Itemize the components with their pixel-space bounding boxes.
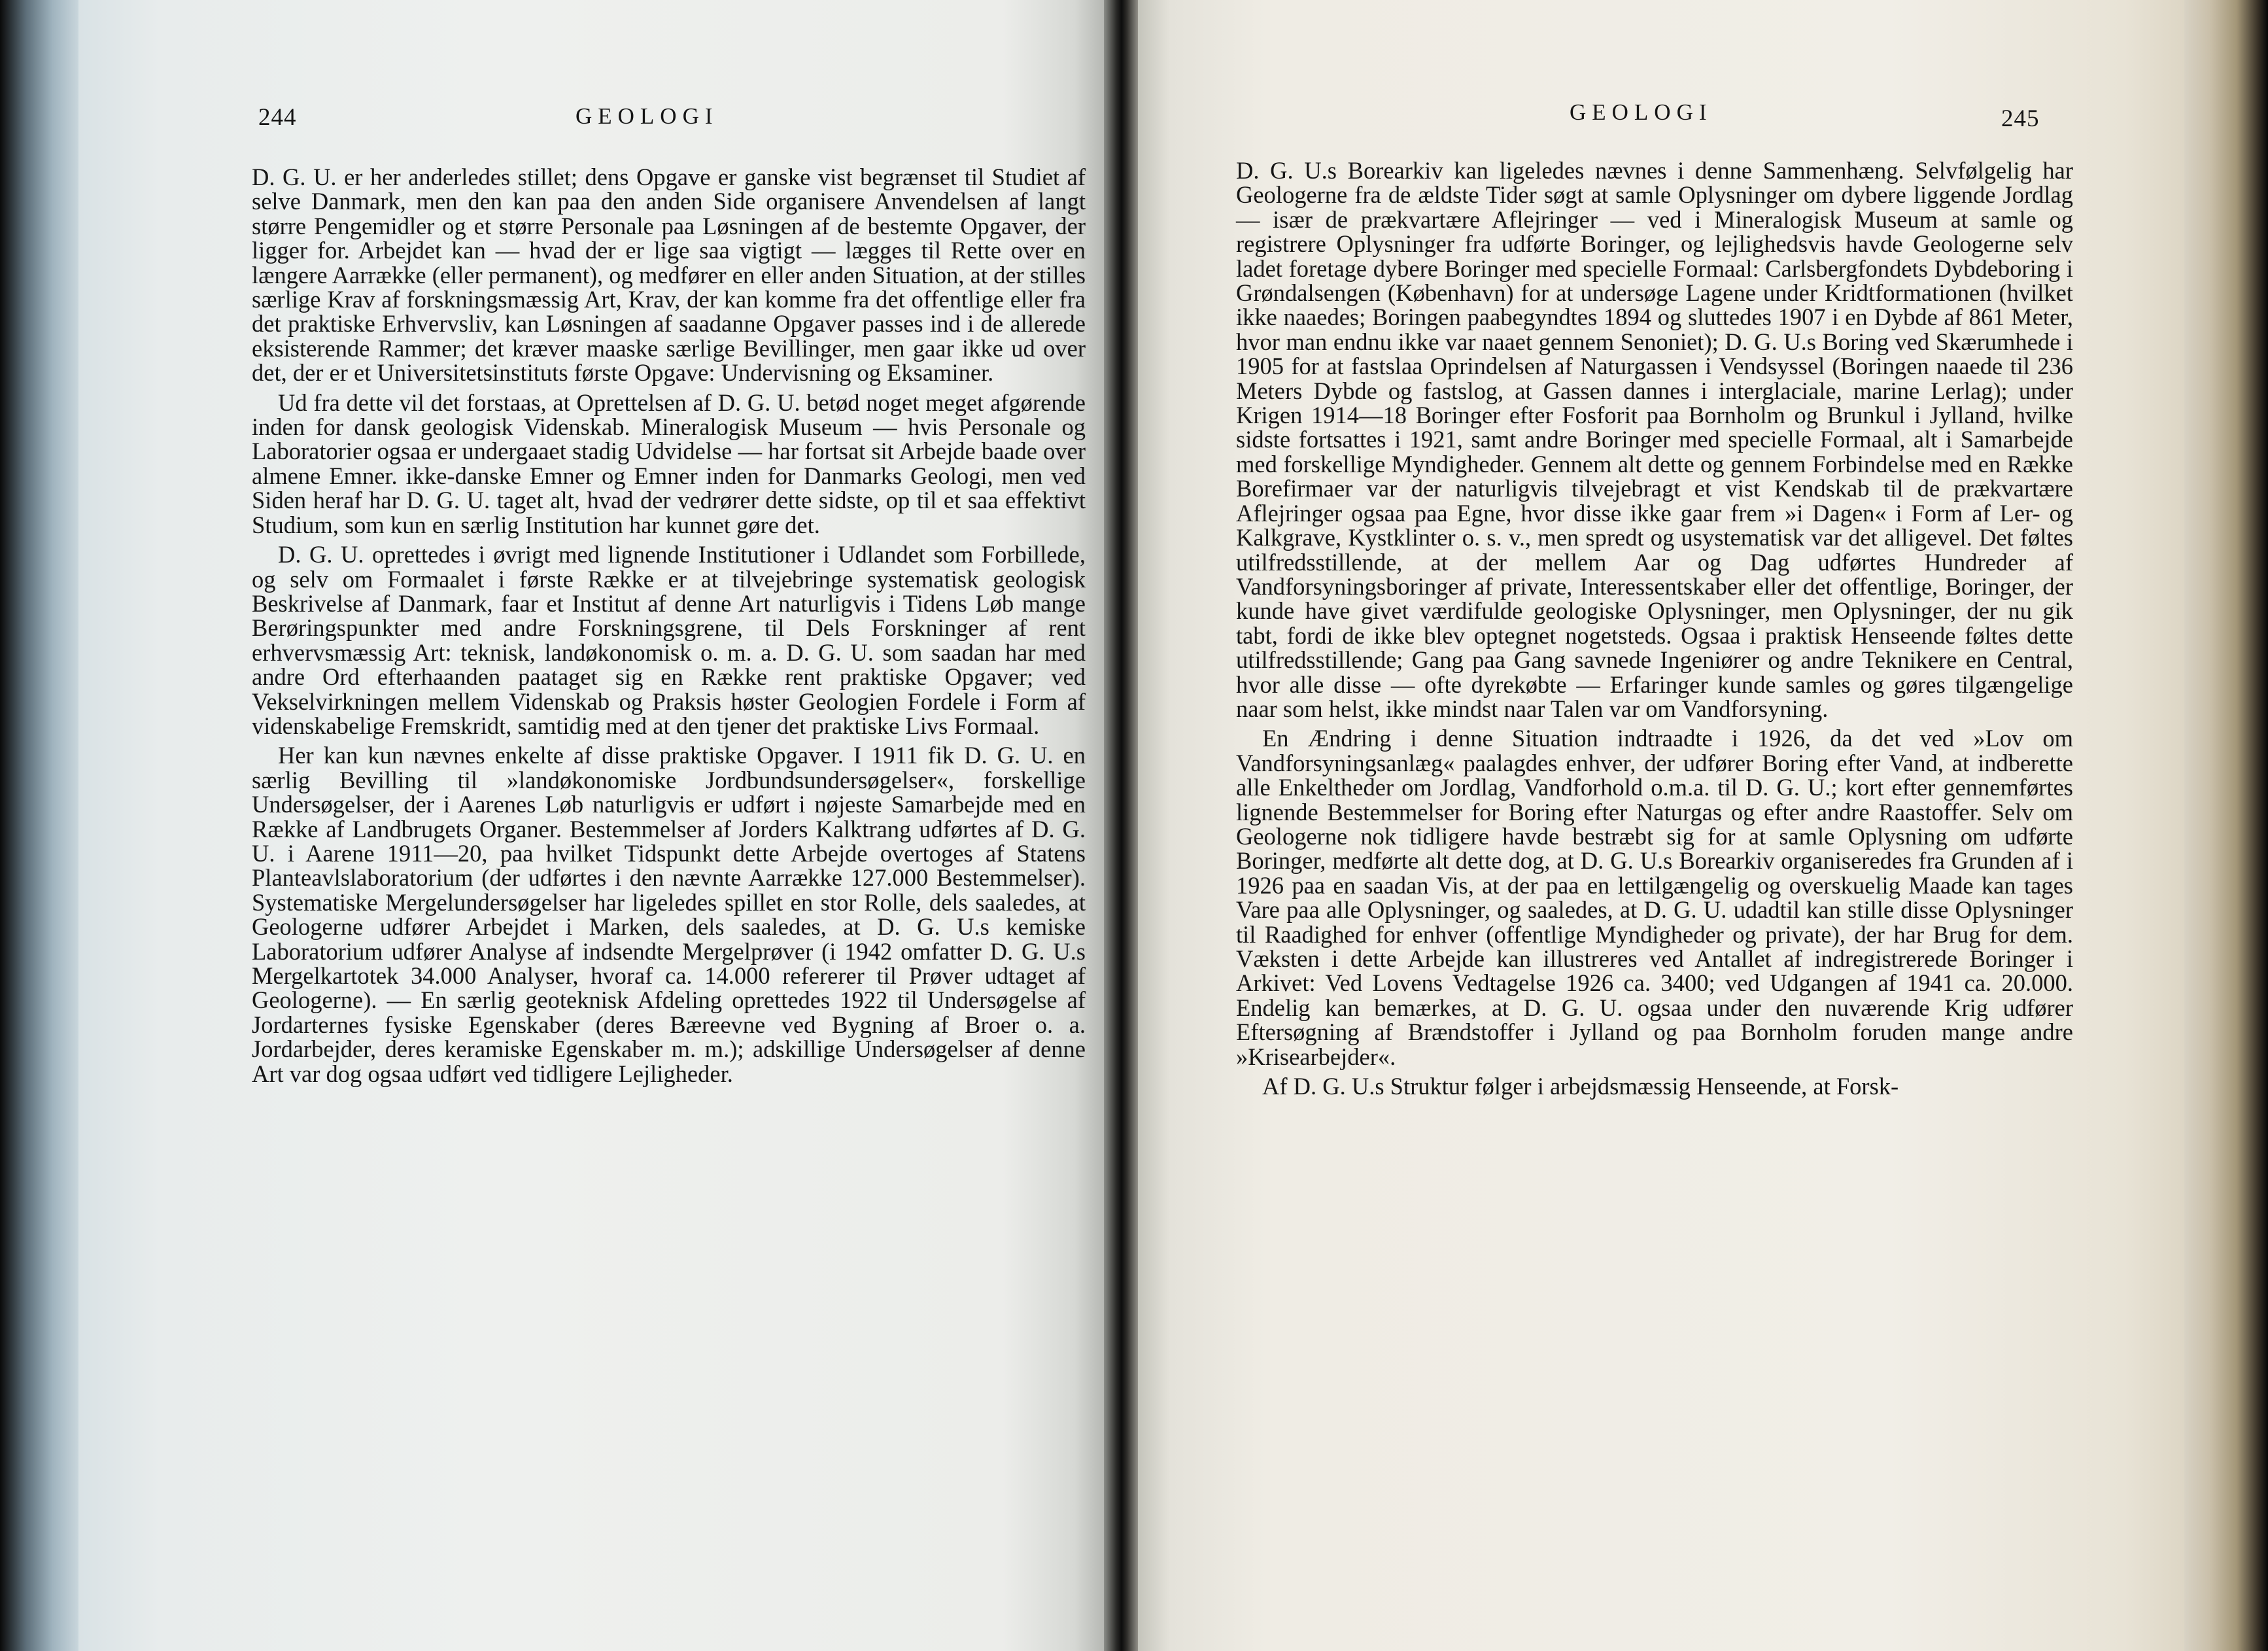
right-page-edges: [2184, 0, 2268, 1651]
paragraph: D. G. U. oprettedes i øvrigt med lignende Institutioner i Udlandet som Forbillede, og selv om Formaalet i første Række er at tilvejebringe systematisk geologisk Beskrivelse af Danmark, faar et Institut af denne Art naturligvis i Tidens Løb mange Berøringspunkter med andre Forskningsgrene, til Dels Forskninger af rent erhvervsmæssig Art: teknisk, landøkonomisk o. m. a. D. G. U. som saadan har med andre Ord efterhaanden paataget sig en Række rent praktiske Opgaver; ved Vekselvirkningen mellem Videnskab og Praksis høster Geologien Fordele i Form af videnskabelige Fremskridt, samtidig med at den tjener det praktiske Livs Formaal.: [252, 541, 1086, 739]
paragraph: Her kan kun nævnes enkelte af disse praktiske Opgaver. I 1911 fik D. G. U. en særlig Bevilling til »landøkonomiske Jordbundsundersøgelser«, forskellige Undersøgelser, der i Aarenes Løb naturligvis er udført i nøjeste Samarbejde med en Række af Landbrugets Organer. Bestemmelser af Jorders Kalktrang udførtes af D. G. U. i Aarene 1911—20, paa hvilket Tidspunkt dette Arbejde overtoges af Statens Planteavlslaboratorium (der udførtes i den nævnte Aarrække 127.000 Bestemmelser). Systematiske Mergelundersøgelser har ligeledes spillet en stor Rolle, dels saaledes, at Geologerne udfører Arbejdet i Marken, dels saaledes, at D. G. U.s kemiske Laboratorium udfører Analyse af indsendte Mergelprøver (i 1942 omfatter D. G. U.s Mergelkartotek 34.000 Analyser, hvoraf ca. 14.000 refererer til Prøver udtaget af Geologerne). — En særlig geoteknisk Afdeling oprettedes 1922 til Undersøgelse af Jordarternes fysiske Egenskaber (deres Bæreevne ved Bygning af Broer o. a. Jordarbejder, deres keramiske Egenskaber m. m.); adskillige Undersøgelser af denne Art var dog ogsaa udført ved tidligere Lejligheder.: [252, 742, 1086, 1087]
book-gutter: [1104, 0, 1139, 1651]
left-page: [78, 0, 1105, 1651]
paragraph: D. G. U.s Borearkiv kan ligeledes nævnes i denne Sammenhæng. Selvfølgelig har Geologerne fra de ældste Tider søgt at samle Oplysninger om dybere liggende Jordlag — især de prækvartære Aflejringer — ved i Mineralogisk Museum at samle og registrere Oplysninger fra udførte Boringer, og lejlighedsvis havde Geologerne selv ladet foretage dybere Boringer med specielle Formaal: Carlsbergfondets Dybdeboring i Grøndalsengen (København) for at undersøge Lagene under Kridtformationen (hvilket ikke naaedes; Boringen paabegyndtes 1894 og sluttedes 1907 i en Dybde af 861 Meter, hvor man endnu ikke var naaet gennem Senoniet); D. G. U.s Boring ved Skærumhede i 1905 for at fastslaa Oprindelsen af Naturgassen i Vendsyssel (Boringen naaede til 236 Meters Dybde og fastslog, at Gassen dannes i interglaciale, marine Lerlag); under Krigen 1914—18 Boringer efter Fosforit paa Bornholm og Brunkul i Jylland, hvilke sidste fortsattes i 1921, samt andre Boringer med specielle Formaal, alt i Samarbejde med forskellige Myndigheder. Gennem alt dette og gennem Forbindelse med en Række Borefirmaer var der naturligvis tilvejebragt et vist Kendskab til de prækvartære Aflejringer ogsaa paa Egne, hvor disse ikke gaar frem »i Dagen« i Form af Ler- og Kalkgrave, Kystklinter o. s. v., men spredt og usystematisk var det alligevel. Det føltes utilfredsstillende, at der mellem Aar og Dag udførtes Hundreder af Vandforsyningsboringer af private, Interessentskaber eller det offentlige, Boringer, der kunde have givet værdifulde geologiske Oplysninger, men Oplysninger, der nu gik tabt, fordi de ikke blev optegnet nogetsteds. Ogsaa i praktisk Henseende føltes dette utilfredsstillende; Gang paa Gang savnede Ingeniører og andre Teknikere en Central, hvor alle disse — ofte dyrekøbte — Erfaringer kunde samles og gøres tilgængelige naar som helst, ikke mindst naar Talen var om Vandforsyning.: [1236, 157, 2073, 722]
paragraph: D. G. U. er her anderledes stillet; dens Opgave er ganske vist begrænset til Studiet af selve Danmark, men den kan paa den anden Side organisere Anvendelsen af langt større Pengemidler og et større Personale paa Løsningen af de bestemte Opgaver, der ligger for. Arbejdet kan — hvad der er lige saa vigtigt — lægges til Rette over en længere Aarrække (eller permanent), og medfører en eller anden Situation, at der stilles særlige Krav af forskningsmæssig Art, Krav, der kan komme fra det offentlige eller fra det praktiske Erhvervsliv, kan Løsningen af saadanne Opgaver passes ind i de allerede eksisterende Rammer; det kræver maaske særlige Bevillinger, men gaar ikke ud over det, der er et Universitetsinstituts første Opgave: Undervisning og Eksaminer.: [252, 164, 1086, 387]
paragraph: Af D. G. U.s Struktur følger i arbejdsmæssig Henseende, at Forsk-: [1262, 1073, 1899, 1100]
page-number: 245: [2001, 105, 2040, 132]
page-number: 244: [258, 104, 297, 131]
paragraph: En Ændring i denne Situation indtraadte i 1926, da det ved »Lov om Vandforsyningsanlæg« paalagdes enhver, der udfører Boring efter Vand, at indberette alle Enkeltheder om Jordlag, Vandforhold o.m.a. til D. G. U.; kort efter gennemførtes lignende Bestemmelser for Boring efter Naturgas og efter andre Raastoffer. Selv om Geologerne nok tidligere havde bestræbt sig for at samle Oplysning om udførte Boringer, medførte alt dette dog, at D. G. U.s Borearkiv organiseredes fra Grunden af i 1926 paa en saadan Vis, at der paa en lettilgængelig og overskuelig Maade kan tages Vare paa alle Oplysninger, og saaledes, at D. G. U. udadtil kan stille disse Oplysninger til Raadighed for enhver (offentlige Myndigheder og private), der har Brug for dem. Væksten i dette Arbejde kan illustreres ved Antallet af indregistrerede Boringer i Arkivet: Ved Lovens Vedtagelse 1926 ca. 3400; ved Udgangen af 1941 ca. 20.000. Endelig kan bemærkes, at D. G. U. ogsaa under den nuværende Krig udfører Eftersøgning af Brændstoffer i Jylland og paa Bornholm foruden mange andre »Krisearbejder«.: [1236, 725, 2073, 1070]
right-page: [1138, 0, 2210, 1651]
running-title: GEOLOGI: [1570, 99, 1713, 125]
running-title: GEOLOGI: [576, 103, 719, 129]
paragraph: Ud fra dette vil det forstaas, at Oprettelsen af D. G. U. betød noget meget afgørende inden for dansk geologisk Videnskab. Mineralogisk Museum — hvis Personale og Laboratorier ogsaa er undergaaet stadig Udvidelse — har fortsat sit Arbejde baade over almene Emner. ikke-danske Emner og Emner inden for Danmarks Geologi, men ved Siden heraf har D. G. U. taget alt, hvad der vedrører dette sidste, op til et saa effektivt Studium, som kun en særlig Institution har kunnet gøre det.: [252, 389, 1086, 538]
body-text: [252, 165, 1086, 1091]
body-text: [1236, 158, 2073, 1104]
